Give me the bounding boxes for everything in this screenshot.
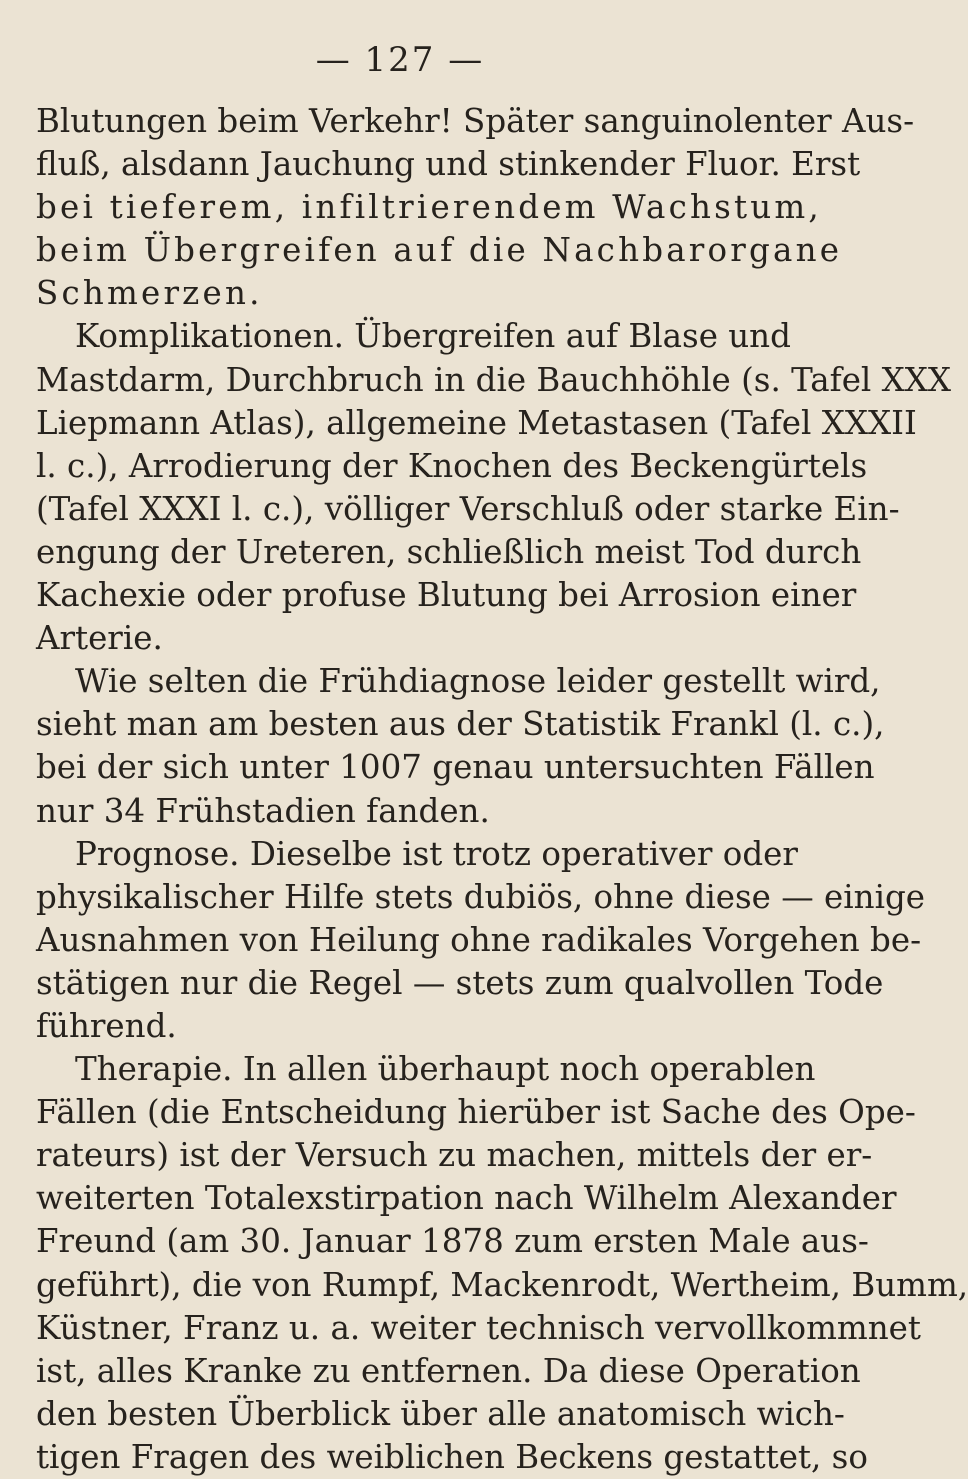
text-line: weiterten Totalexstirpation nach Wilhelm Alexander (36, 1179, 897, 1218)
text-line: nur 34 Frühstadien fanden. (36, 791, 490, 830)
text-line: Arterie. (36, 619, 163, 658)
text-line: bei der sich unter 1007 genau untersuchten Fällen (36, 748, 875, 787)
text-line: Ausnahmen von Heilung ohne radikales Vorgehen be- (36, 920, 922, 959)
text-line: tigen Fragen des weiblichen Beckens gestattet, so (36, 1437, 868, 1476)
text-line: Freund (am 30. Januar 1878 zum ersten Male aus- (36, 1222, 869, 1261)
paragraph-start: Wie selten die Frühdiagnose leider gestellt wird, (75, 662, 881, 701)
text-line: Küstner, Franz u. a. weiter technisch vervollkommnet (36, 1308, 921, 1347)
text-line-spaced: Schmerzen. (36, 274, 263, 313)
text-line-spaced: beim Übergreifen auf die Nachbarorgane (36, 231, 843, 270)
text-line: fluß, alsdann Jauchung und stinkender Fluor. Erst (36, 145, 861, 184)
text-line: führend. (36, 1006, 177, 1045)
section-heading-therapie: Therapie. In allen überhaupt noch operablen (75, 1050, 816, 1089)
text-line: stätigen nur die Regel — stets zum qualvollen Tode (36, 963, 884, 1002)
text-line: Liepmann Atlas), allgemeine Metastasen (Tafel XXXII (36, 403, 917, 442)
text-line-spaced: bei tieferem, infiltrierendem Wachstum, (36, 188, 822, 227)
text-line: Blutungen beim Verkehr! Später sanguinolenter Aus- (36, 102, 915, 140)
text-line: Mastdarm, Durchbruch in die Bauchhöhle (s. Tafel XXX (36, 360, 952, 399)
text-line: physikalischer Hilfe stets dubiös, ohne diese — einige (36, 877, 926, 916)
text-line: Fällen (die Entscheidung hierüber ist Sache des Ope- (36, 1093, 916, 1132)
section-heading-prognose: Prognose. Dieselbe ist trotz operativer oder (75, 834, 798, 873)
text-line: engung der Ureteren, schließlich meist Tod durch (36, 532, 862, 571)
body-text (36, 100, 968, 1479)
text-line: (Tafel XXXI l. c.), völliger Verschluß oder starke Ein- (36, 489, 900, 528)
text-line: ist, alles Kranke zu entfernen. Da diese Operation (36, 1351, 861, 1390)
text-line: geführt), die von Rumpf, Mackenrodt, Wertheim, Bumm, (36, 1265, 968, 1304)
section-heading-komplikationen: Komplikationen. Übergreifen auf Blase und (75, 317, 791, 356)
text-line: rateurs) ist der Versuch zu machen, mittels der er- (36, 1136, 873, 1175)
text-line: l. c.), Arrodierung der Knochen des Beckengürtels (36, 446, 868, 485)
text-line: sieht man am besten aus der Statistik Frankl (l. c.), (36, 705, 885, 744)
page-number: — 127 — (315, 40, 485, 80)
text-line: Kachexie oder profuse Blutung bei Arrosion einer (36, 576, 857, 615)
text-line: den besten Überblick über alle anatomisch wich- (36, 1394, 845, 1433)
